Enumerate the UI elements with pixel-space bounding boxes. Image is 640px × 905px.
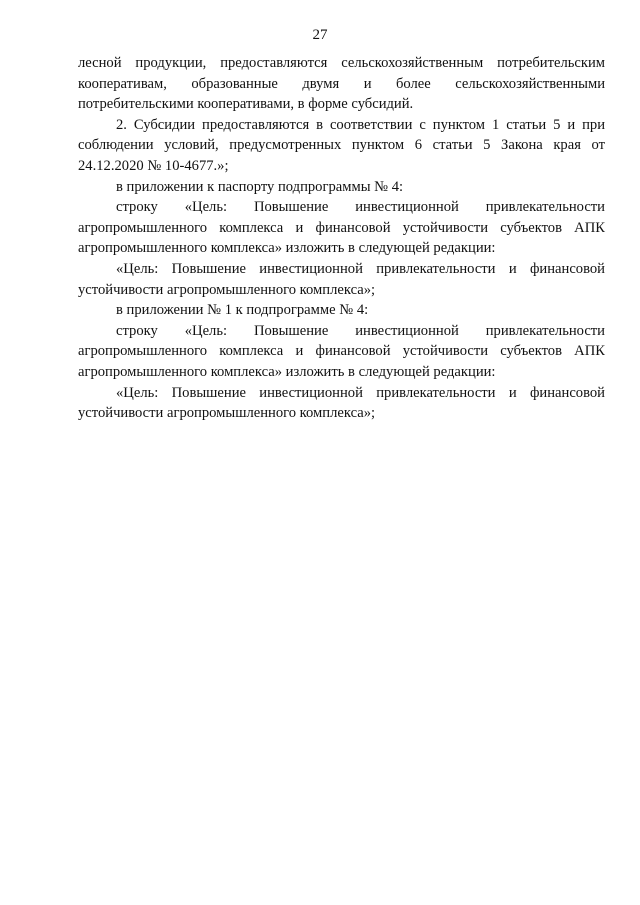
paragraph-appendix-1: в приложении № 1 к подпрограмме № 4: bbox=[116, 302, 369, 319]
paragraph-goal-line-new-1: «Цель: Повышение инвестиционной привлекательности и финансовой устойчивости агропромышленного комплекса»; bbox=[78, 260, 605, 298]
page-number: 27 bbox=[312, 27, 328, 43]
paragraph-goal-line-old-1: строку «Цель: Повышение инвестиционной привлекательности агропромышленного комплекса и финансовой устойчивости субъектов АПК агропромышленного комплекса» изложить в следующей редакции: bbox=[78, 199, 605, 257]
paragraph-goal-line-new-2: «Цель: Повышение инвестиционной привлекательности и финансовой устойчивости агропромышленного комплекса»; bbox=[78, 384, 605, 422]
paragraph-continuation: лесной продукции, предоставляются сельскохозяйственным потребительским кооперативам, образованные двумя и более сельскохозяйственными потребительскими кооперативами, в форме субсидий. bbox=[78, 55, 605, 113]
document-body bbox=[78, 53, 605, 424]
paragraph-subsidy-clause: 2. Субсидии предоставляются в соответствии с пунктом 1 статьи 5 и при соблюдении условий, предусмотренных пунктом 6 статьи 5 Закона края от 24.12.2020 № 10-4677.»; bbox=[78, 116, 605, 174]
paragraph-passport-appendix: в приложении к паспорту подпрограммы № 4: bbox=[116, 178, 404, 195]
paragraph-goal-line-old-2: строку «Цель: Повышение инвестиционной привлекательности агропромышленного комплекса и финансовой устойчивости субъектов АПК агропромышленного комплекса» изложить в следующей редакции: bbox=[78, 322, 605, 380]
